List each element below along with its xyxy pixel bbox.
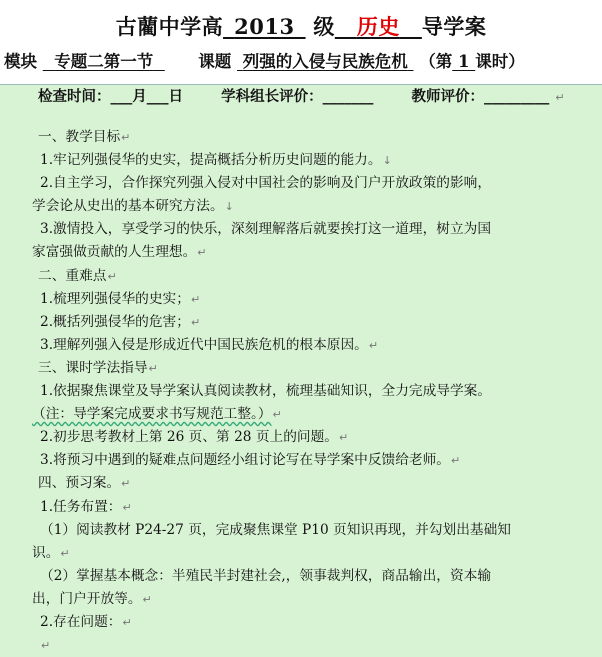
teacher-eval-label: 教师评价： bbox=[411, 88, 484, 105]
paragraph-mark-icon: ↵ bbox=[121, 131, 131, 144]
paragraph-mark-icon: ↵ bbox=[190, 292, 201, 306]
paragraph-mark-icon: ↵ bbox=[122, 500, 132, 514]
period-close: 课时） bbox=[475, 52, 525, 71]
empty-line bbox=[32, 634, 592, 657]
blank-teacher: _________ bbox=[484, 88, 550, 105]
list-item: 家富强做贡献的人生理想。↵ bbox=[32, 244, 207, 261]
paragraph-mark-icon: ↵ bbox=[272, 408, 282, 422]
blank-day: ___ bbox=[146, 88, 169, 105]
paragraph-mark-icon: ↵ bbox=[60, 546, 70, 560]
doc-type: 导学案 bbox=[421, 14, 487, 39]
leader-eval-label: 学科组长评价： bbox=[221, 88, 323, 105]
check-row bbox=[38, 86, 565, 109]
line-break-arrow-icon: ↓ bbox=[382, 154, 392, 168]
check-time-label: 检查时间： bbox=[38, 88, 111, 105]
list-item: 2.概括列强侵华的危害；↵ bbox=[40, 313, 201, 330]
list-item: 1.牢记列强侵华的史实，提高概括分析历史问题的能力。↓ bbox=[40, 152, 392, 169]
period-open: （第 bbox=[419, 52, 453, 71]
topic-label: 课题 bbox=[198, 52, 232, 71]
list-item: （1）阅读教材 P24-27 页，完成聚焦课堂 P10 页知识再现，并勾划出基础知 bbox=[40, 521, 511, 538]
paragraph-mark-icon: ↵ bbox=[555, 91, 565, 104]
paragraph-mark-icon: ↵ bbox=[368, 338, 379, 352]
list-item: 2.自主学习，合作探究列强入侵对中国社会的影响及门户开放政策的影响， bbox=[40, 175, 492, 192]
school-name: 古藺中学高 bbox=[115, 14, 224, 39]
paragraph-mark-icon: ↵ bbox=[339, 431, 349, 445]
paragraph-mark-icon: ↵ bbox=[190, 315, 201, 329]
list-item: 1.任务布置：↵ bbox=[40, 498, 132, 515]
paragraph-mark-icon: ↵ bbox=[451, 454, 461, 468]
blank-leader: _______ bbox=[322, 88, 374, 105]
list-item: （2）掌握基本概念：半殖民半封建社会,，领事裁判权，商品输出，资本输 bbox=[40, 567, 492, 584]
section-title-goals: 一、教学目标↵ bbox=[38, 129, 131, 145]
grade-word: 级 bbox=[313, 14, 335, 39]
line-break-arrow-icon: ↓ bbox=[224, 200, 234, 214]
list-item: （注：导学案完成要求书写规范工整。）↵ bbox=[32, 406, 282, 423]
module-label: 模块 bbox=[4, 52, 37, 71]
list-item: 2.存在问题：↵ bbox=[40, 613, 132, 630]
list-item: 3.激情投入，享受学习的快乐，深刻理解落后就要挨打这一道理，树立为国 bbox=[40, 221, 492, 238]
day-label: 日 bbox=[168, 88, 183, 105]
paragraph-mark-icon: ↵ bbox=[142, 592, 152, 606]
header-area bbox=[0, 0, 602, 84]
module-value: 专题二第一节 bbox=[54, 52, 154, 71]
blank-month: ___ bbox=[110, 88, 133, 105]
year-field: _2013_ bbox=[223, 14, 306, 39]
subject-value: 历史 bbox=[356, 14, 400, 39]
list-item: 学会论从史出的基本研究方法。↓ bbox=[32, 198, 234, 215]
period-num: 1 bbox=[458, 52, 470, 71]
list-item: 2.初步思考教材上第 26 页、第 28 页上的问题。↵ bbox=[40, 429, 349, 446]
paragraph-mark-icon: ↵ bbox=[122, 615, 132, 629]
list-item: 出，门户开放等。↵ bbox=[32, 590, 152, 607]
subject-field: __历史__ bbox=[334, 14, 422, 39]
doc-title bbox=[0, 14, 602, 40]
list-item: 识。↵ bbox=[32, 544, 70, 561]
list-item: 1.梳理列强侵华的史实；↵ bbox=[40, 290, 201, 307]
content-body bbox=[32, 126, 592, 657]
header-divider bbox=[0, 84, 602, 85]
paragraph-mark-icon: ↵ bbox=[197, 246, 207, 260]
month-label: 月 bbox=[132, 88, 147, 105]
paragraph-mark-icon: ↵ bbox=[41, 639, 51, 653]
paragraph-mark-icon: ↵ bbox=[148, 361, 158, 375]
section-title-key-points: 二、重难点↵ bbox=[38, 267, 117, 284]
list-item: 3.理解列强入侵是形成近代中国民族危机的根本原因。↵ bbox=[40, 336, 379, 353]
section-title-preview: 四、预习案。↵ bbox=[38, 475, 131, 492]
topic-value: 列强的入侵与民族危机 bbox=[242, 52, 408, 71]
paragraph-mark-icon: ↵ bbox=[107, 269, 117, 283]
module-topic-line bbox=[4, 50, 600, 74]
section-title-study-method: 三、课时学法指导↵ bbox=[38, 359, 158, 376]
list-item: 1.依据聚焦课堂及导学案认真阅读教材，梳理基础知识，全力完成导学案。 bbox=[40, 383, 492, 400]
list-item: 3.将预习中遇到的疑难点问题经小组讨论写在导学案中反馈给老师。↵ bbox=[40, 452, 461, 469]
paragraph-mark-icon: ↵ bbox=[121, 477, 131, 491]
